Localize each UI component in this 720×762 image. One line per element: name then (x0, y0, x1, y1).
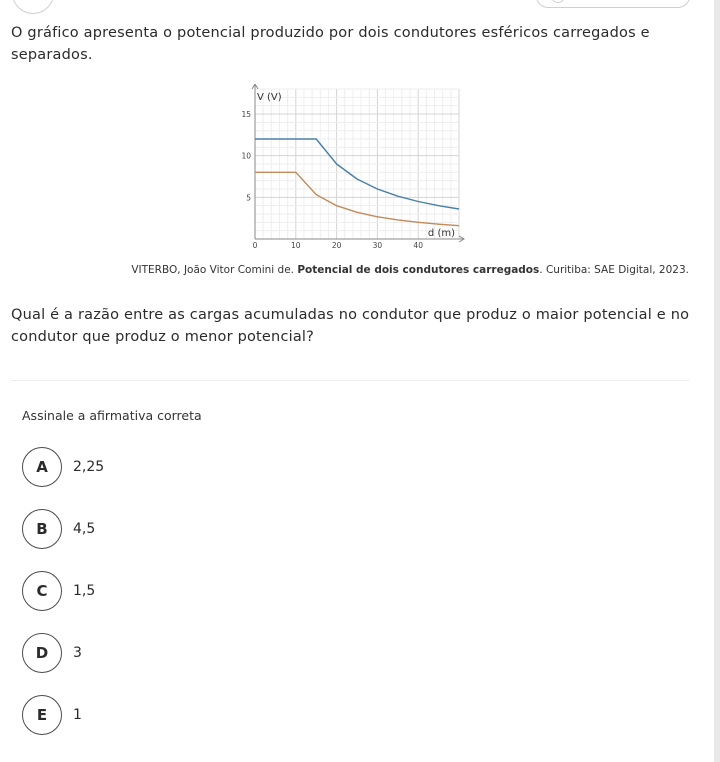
chart-grid (255, 89, 459, 239)
option-letter: D (22, 633, 62, 673)
instruction-text: Assinale a afirmativa correta (22, 408, 202, 423)
option-b[interactable] (22, 508, 95, 550)
option-text: 2,25 (73, 459, 105, 475)
x-tick-label: 20 (331, 241, 342, 250)
option-d[interactable] (22, 632, 82, 674)
option-a[interactable] (22, 446, 104, 488)
pill-icon (551, 0, 565, 3)
caption-title: Potencial de dois condutores carregados (297, 264, 540, 276)
divider (11, 380, 689, 381)
x-tick-label: 40 (413, 241, 423, 250)
potential-chart (230, 84, 470, 256)
x-tick-label: 30 (372, 241, 383, 250)
option-text: 1 (73, 707, 82, 723)
y-axis-label: V (V) (257, 92, 282, 103)
option-e[interactable] (22, 694, 82, 736)
caption-suffix: . Curitiba: SAE Digital, 2023. (539, 264, 689, 276)
option-text: 4,5 (73, 521, 96, 537)
figure-caption (0, 264, 689, 276)
chart-svg (230, 84, 470, 256)
chart-labels (241, 92, 455, 250)
top-circle-button[interactable] (12, 0, 54, 14)
y-tick-label: 5 (246, 193, 251, 203)
y-tick-label: 10 (241, 151, 251, 161)
option-c[interactable] (22, 570, 95, 612)
option-text: 3 (73, 645, 82, 661)
option-text: 1,5 (73, 583, 96, 599)
option-letter: A (22, 447, 62, 487)
x-tick-label: 0 (252, 241, 258, 250)
x-tick-label: 10 (291, 241, 301, 250)
option-letter: C (22, 571, 62, 611)
chart-series (255, 139, 459, 226)
option-letter: B (22, 509, 62, 549)
chart-axes (252, 84, 464, 242)
option-letter: E (22, 695, 62, 735)
x-axis-label: d (m) (427, 228, 455, 239)
intro-text: O gráfico apresenta o potencial produzido por dois condutores esféricos carregados e separados. (11, 25, 650, 63)
top-pill-button[interactable] (536, 0, 690, 8)
series-line-1 (255, 139, 459, 209)
y-tick-label: 15 (241, 110, 251, 119)
caption-prefix: VITERBO, João Vitor Comini de. (131, 264, 298, 276)
question-text: Qual é a razão entre as cargas acumuladas no condutor que produz o maior potencial e no condutor que produz o menor potencial? (11, 307, 690, 345)
scrollbar-track[interactable] (714, 0, 720, 762)
